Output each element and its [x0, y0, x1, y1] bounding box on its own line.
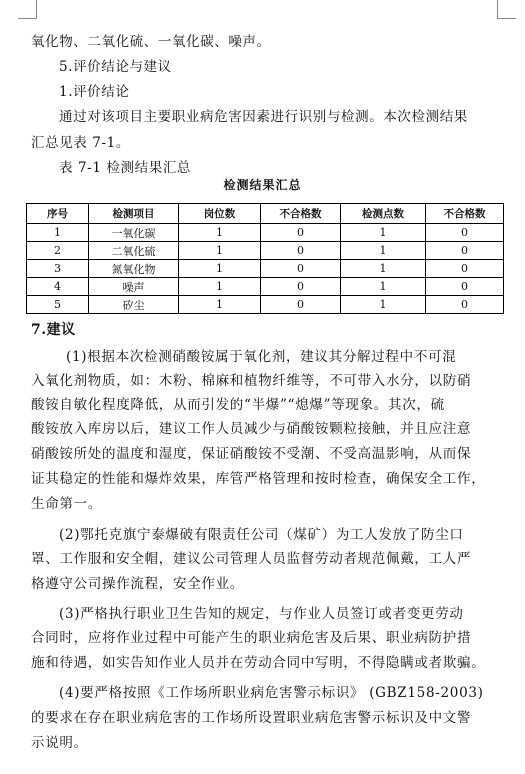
- table-cell: 1: [341, 224, 426, 242]
- margin-corner-mark-right: [497, 0, 516, 19]
- paragraph-line: 酸铵自敏化程度降低，从而引发的“半爆”“熄爆”等现象。其次，硫: [31, 397, 445, 413]
- paragraph-line: 罩、工作服和安全帽，建议公司管理人员监督劳动者规范佩戴，工人严: [31, 551, 472, 567]
- section-heading: 5.评价结论与建议: [59, 59, 172, 75]
- table-cell: 1: [341, 296, 426, 314]
- table-cell: 0: [261, 296, 341, 314]
- text-line: 汇总见表 7-1。: [31, 135, 130, 151]
- table-cell: 1: [179, 224, 261, 242]
- column-header: 不合格数: [261, 204, 341, 224]
- table-cell: 1: [179, 278, 261, 296]
- table-header-row: [27, 204, 504, 224]
- paragraph-line: 的要求在存在职业病危害的工作场所设置职业病危害警示标识及中文警: [31, 710, 472, 726]
- table-caption: 表 7-1 检测结果汇总: [59, 160, 192, 176]
- table-cell: 0: [426, 278, 504, 296]
- table-cell: 0: [261, 278, 341, 296]
- table-cell: 4: [27, 278, 89, 296]
- paragraph-line: 合同时，应将作业过程中可能产生的职业病危害及后果、职业病防护措: [31, 630, 472, 646]
- table-row: [27, 296, 504, 314]
- paragraph-line: (4)要严格按照《工作场所职业病危害警示标识》 (GBZ158-2003): [59, 685, 484, 701]
- column-header: 不合格数: [426, 204, 504, 224]
- column-header: 岗位数: [179, 204, 261, 224]
- table-cell: 1: [341, 260, 426, 278]
- paragraph-line: 生命第一。: [31, 496, 102, 512]
- text-line: 氧化物、二氧化硫、一氧化碳、噪声。: [31, 34, 271, 50]
- text-line: 通过对该项目主要职业病危害因素进行识别与检测。本次检测结果: [59, 109, 468, 125]
- table-cell: 1: [27, 224, 89, 242]
- paragraph-line: (3)严格执行职业卫生告知的规定，与作业人员签订或者变更劳动: [59, 606, 464, 622]
- table-cell: 0: [261, 260, 341, 278]
- paragraph-line: 示说明。: [31, 735, 88, 751]
- table-cell: 0: [261, 242, 341, 260]
- column-header: 序号: [27, 204, 89, 224]
- table-cell: 0: [426, 296, 504, 314]
- table-cell: 矽尘: [89, 296, 179, 314]
- table-row: [27, 260, 504, 278]
- margin-corner-mark-left: [18, 0, 37, 19]
- paragraph-line: (2)鄂托克旗宁泰爆破有限责任公司（煤矿）为工人发放了防尘口: [59, 527, 464, 543]
- paragraph-line: 证其稳定的性能和爆炸效果，库管严格管理和按时检查，确保安全工作，: [31, 471, 486, 487]
- table-cell: 氮氧化物: [89, 260, 179, 278]
- table-cell: 0: [426, 224, 504, 242]
- table-row: [27, 224, 504, 242]
- paragraph-line: 硝酸铵所处的温度和湿度，保证硝酸铵不受潮、不受高温影响，从而保: [31, 446, 472, 462]
- paragraph-line: 格遵守公司操作流程，安全作业。: [31, 576, 244, 592]
- table-title: 检测结果汇总: [223, 178, 302, 192]
- table-row: [27, 278, 504, 296]
- paragraph-line: 入氧化剂物质，如：木粉、棉麻和植物纤维等，不可带入水分，以防硝: [31, 373, 472, 389]
- table-cell: 0: [426, 242, 504, 260]
- table-cell: 1: [341, 278, 426, 296]
- paragraph-line: 施和待遇，如实告知作业人员并在劳动合同中写明，不得隐瞒或者欺骗。: [31, 655, 486, 671]
- section-heading-recommendations: 7.建议: [31, 322, 76, 338]
- paragraph-line: 酸铵放入库房以后，建议工作人员减少与硝酸铵颗粒接触，并且应注意: [31, 421, 472, 437]
- column-header: 检测点数: [341, 204, 426, 224]
- column-header: 检测项目: [89, 204, 179, 224]
- results-table: [26, 203, 504, 314]
- table-cell: 一氧化碳: [89, 224, 179, 242]
- subsection-heading: 1.评价结论: [59, 84, 130, 100]
- table-cell: 3: [27, 260, 89, 278]
- paragraph-line: (1)根据本次检测硝酸铵属于氧化剂，建议其分解过程中不可混: [66, 349, 457, 365]
- table-cell: 二氧化硫: [89, 242, 179, 260]
- table-cell: 2: [27, 242, 89, 260]
- table-cell: 1: [341, 242, 426, 260]
- table-cell: 1: [179, 242, 261, 260]
- table-cell: 0: [426, 260, 504, 278]
- table-cell: 5: [27, 296, 89, 314]
- table-cell: 1: [179, 260, 261, 278]
- table-cell: 0: [261, 224, 341, 242]
- table-cell: 1: [179, 296, 261, 314]
- table-cell: 噪声: [89, 278, 179, 296]
- table-row: [27, 242, 504, 260]
